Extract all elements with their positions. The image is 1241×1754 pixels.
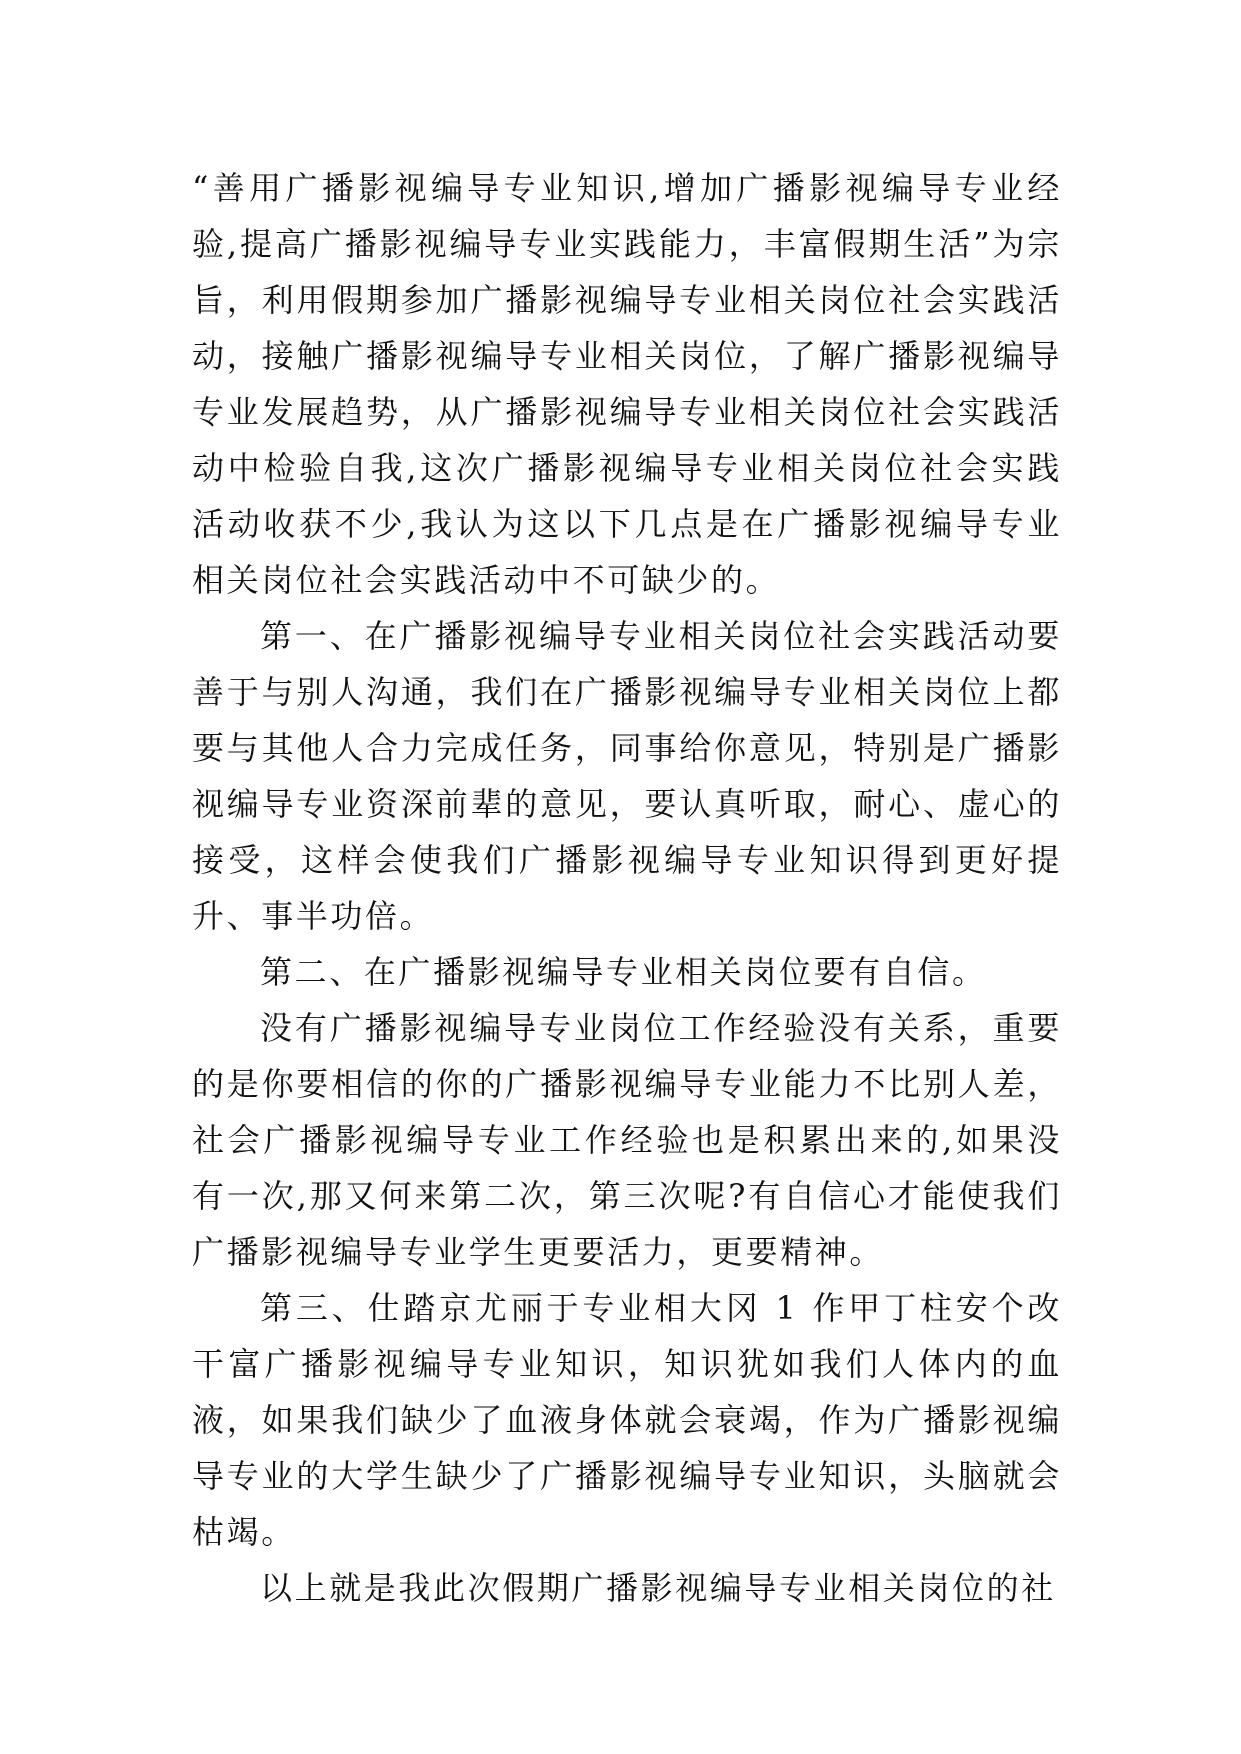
paragraph-5: 第三、仕踏京尤丽于专业相大冈 1 作甲丁柱安个改干富广播影视编导专业知识，知识犹如我们人体内的血液，如果我们缺少了血液身体就会衰竭，作为广播影视编导专业的大学生缺少了广播影视编导专业知识，头脑就会枯竭。 — [192, 1289, 1062, 1551]
paragraph-2: 第一、在广播影视编导专业相关岗位社会实践活动要善于与别人沟通，我们在广播影视编导专业相关岗位上都要与其他人合力完成任务，同事给你意见，特别是广播影视编导专业资深前辈的意见，要认真听取，耐心、虚心的接受，这样会使我们广播影视编导专业知识得到更好提升、事半功倍。 — [192, 617, 1062, 935]
paragraph-3: 第二、在广播影视编导专业相关岗位要有自信。 — [260, 953, 987, 991]
paragraph-6: 以上就是我此次假期广播影视编导专业相关岗位的社 — [260, 1569, 1056, 1607]
paragraph-1: “善用广播影视编导专业知识,增加广播影视编导专业经验,提高广播影视编导专业实践能力，丰富假期生活”为宗旨，利用假期参加广播影视编导专业相关岗位社会实践活动，接触广播影视编导专业相关岗位，了解广播影视编导专业发展趋势，从广播影视编导专业相关岗位社会实践活动中检验自我,这次广播影视编导专业相关岗位社会实践活动收获不少,我认为这以下几点是在广播影视编导专业相关岗位社会实践活动中不可缺少的。 — [192, 169, 1062, 599]
paragraph-4: 没有广播影视编导专业岗位工作经验没有关系，重要的是你要相信的你的广播影视编导专业能力不比别人差，社会广播影视编导专业工作经验也是积累出来的,如果没有一次,那又何来第二次，第三次呢?有自信心才能使我们广播影视编导专业学生更要活力，更要精神。 — [192, 1009, 1062, 1271]
document-body — [192, 160, 1062, 1616]
